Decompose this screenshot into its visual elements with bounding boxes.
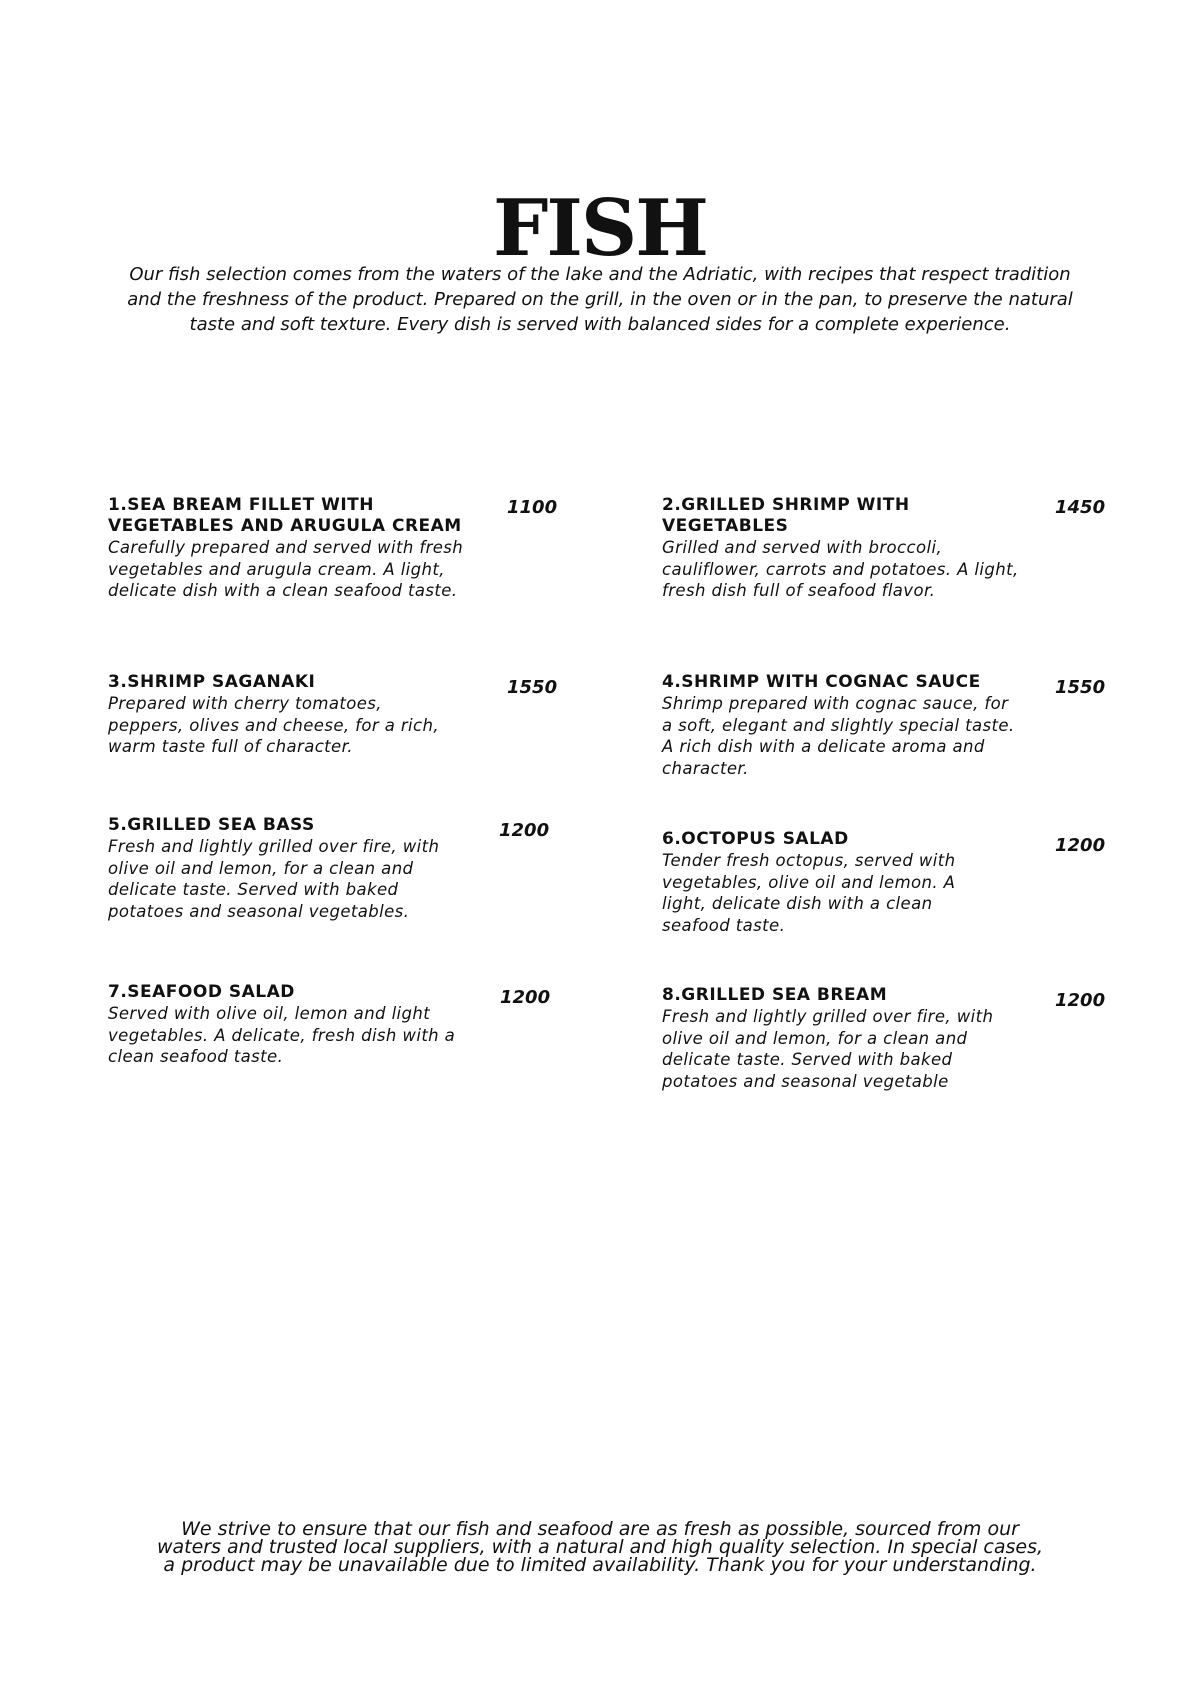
menu-item-description: Prepared with cherry tomatoes, peppers, olives and cheese, for a rich, warm taste full of character.	[108, 694, 440, 756]
page-title: FISH	[493, 183, 707, 275]
menu-item-description: Tender fresh octopus, served with vegetables, olive oil and lemon. A light, delicate dish with a clean seafood taste.	[662, 851, 956, 935]
menu-item-price: 1550	[507, 677, 558, 698]
menu-item	[108, 982, 463, 1068]
menu-item-price: 1550	[1055, 677, 1106, 698]
menu-item-name: 7.SEAFOOD SALAD	[108, 982, 295, 1002]
intro-text: Our fish selection comes from the waters of the lake and the Adriatic, with recipes that respect tradition and the freshness of the product. Prepared on the grill, in the oven or in the pan, to preserve the natural taste and soft texture. Every dish is served with balanced sides for a complete experience.	[127, 264, 1073, 335]
menu-item	[108, 672, 458, 758]
menu-item-name: 8.GRILLED SEA BREAM	[662, 985, 888, 1005]
menu-item-price: 1200	[1055, 990, 1106, 1011]
menu-item-name: 5.GRILLED SEA BASS	[108, 815, 315, 835]
menu-item	[108, 815, 463, 922]
menu-item-price: 1200	[1055, 835, 1106, 856]
menu-item-description: Served with olive oil, lemon and light vegetables. A delicate, fresh dish with a clean seafood taste.	[108, 1004, 456, 1066]
menu-item-description: Carefully prepared and served with fresh vegetables and arugula cream. A light, delicate dish with a clean seafood taste.	[108, 538, 464, 600]
menu-item-name: 1.SEA BREAM FILLET WITH VEGETABLES AND ARUGULA CREAM	[108, 495, 462, 536]
menu-item-price: 1200	[499, 820, 550, 841]
menu-item-name: 3.SHRIMP SAGANAKI	[108, 672, 316, 692]
menu-item-price: 1100	[507, 497, 558, 518]
menu-item	[662, 985, 1017, 1092]
menu-item-description: Fresh and lightly grilled over fire, with olive oil and lemon, for a clean and delicate taste. Served with baked potatoes and seasonal vegetable	[662, 1007, 994, 1091]
menu-item-name: 4.SHRIMP WITH COGNAC SAUCE	[662, 672, 981, 692]
menu-item	[662, 672, 1017, 779]
menu-item	[108, 495, 478, 602]
menu-item-name: 2.GRILLED SHRIMP WITH VEGETABLES	[662, 495, 910, 536]
footer-note: We strive to ensure that our fish and seafood are as fresh as possible, sourced from our waters and trusted local suppliers, with a natural and high quality selection. In special cases, a product may be unavailable due to limited availability. Thank you for your understanding.	[156, 1518, 1044, 1576]
menu-item-name: 6.OCTOPUS SALAD	[662, 829, 849, 849]
menu-item-description: Shrimp prepared with cognac sauce, for a soft, elegant and slightly special taste. A rich dish with a delicate aroma and character.	[662, 694, 1015, 778]
menu-item-price: 1450	[1055, 497, 1106, 518]
menu-item	[662, 829, 992, 936]
menu-item-description: Fresh and lightly grilled over fire, with olive oil and lemon, for a clean and delicate taste. Served with baked potatoes and seasonal vegetables.	[108, 837, 440, 921]
menu-item-price: 1200	[500, 987, 551, 1008]
menu-item-description: Grilled and served with broccoli, cauliflower, carrots and potatoes. A light, fresh dish full of seafood flavor.	[662, 538, 1019, 600]
menu-item	[662, 495, 1032, 602]
